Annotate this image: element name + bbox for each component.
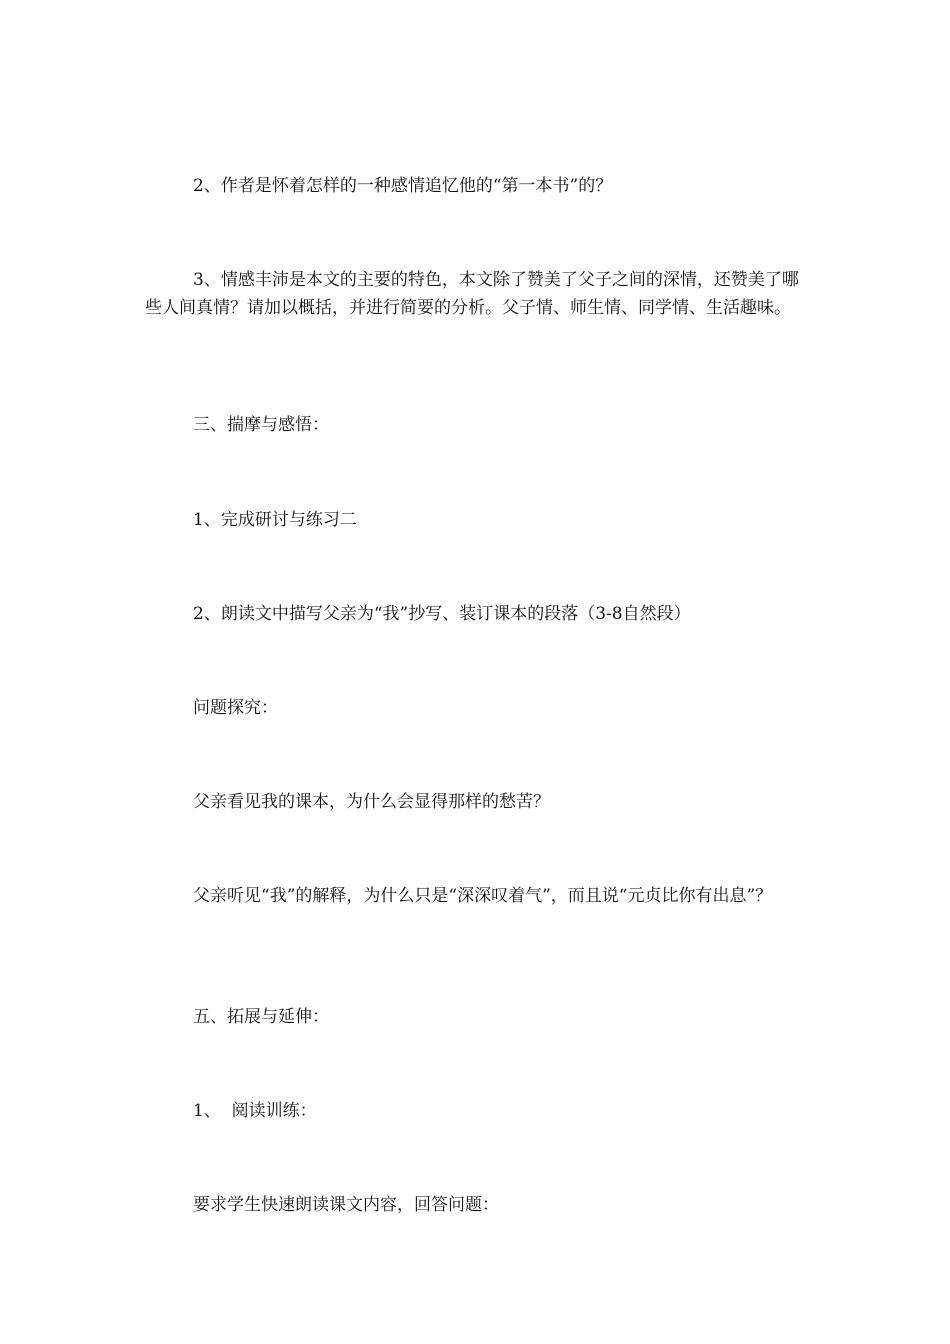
subheading-inquiry: 问题探究： [193, 698, 278, 718]
paragraph-requirement: 要求学生快速朗读课文内容，回答问题： [193, 1195, 499, 1215]
paragraph-task-1: 1、完成研讨与练习二 [193, 510, 357, 530]
section-heading-5: 五、拓展与延伸： [193, 1007, 329, 1027]
section-heading-3: 三、揣摩与感悟： [193, 415, 329, 435]
paragraph-question-3: 3、情感丰沛是本文的主要的特色，本文除了赞美了父子之间的深情，还赞美了哪些人间真情？请加以概括，并进行简要的分析。父子情、师生情、同学情、生活趣味。 [145, 270, 799, 318]
paragraph-inquiry-2: 父亲听见“我”的解释，为什么只是“深深叹着气”，而且说“元贞比你有出息”？ [193, 886, 773, 906]
paragraph-question-2: 2、作者是怀着怎样的一种感情追忆他的“第一本书”的？ [193, 176, 613, 196]
paragraph-reading-training: 1、 阅读训练： [193, 1101, 317, 1121]
paragraph-inquiry-1: 父亲看见我的课本，为什么会显得那样的愁苦？ [193, 792, 550, 812]
paragraph-task-2: 2、朗读文中描写父亲为“我”抄写、装订课本的段落（3-8自然段） [193, 604, 691, 624]
